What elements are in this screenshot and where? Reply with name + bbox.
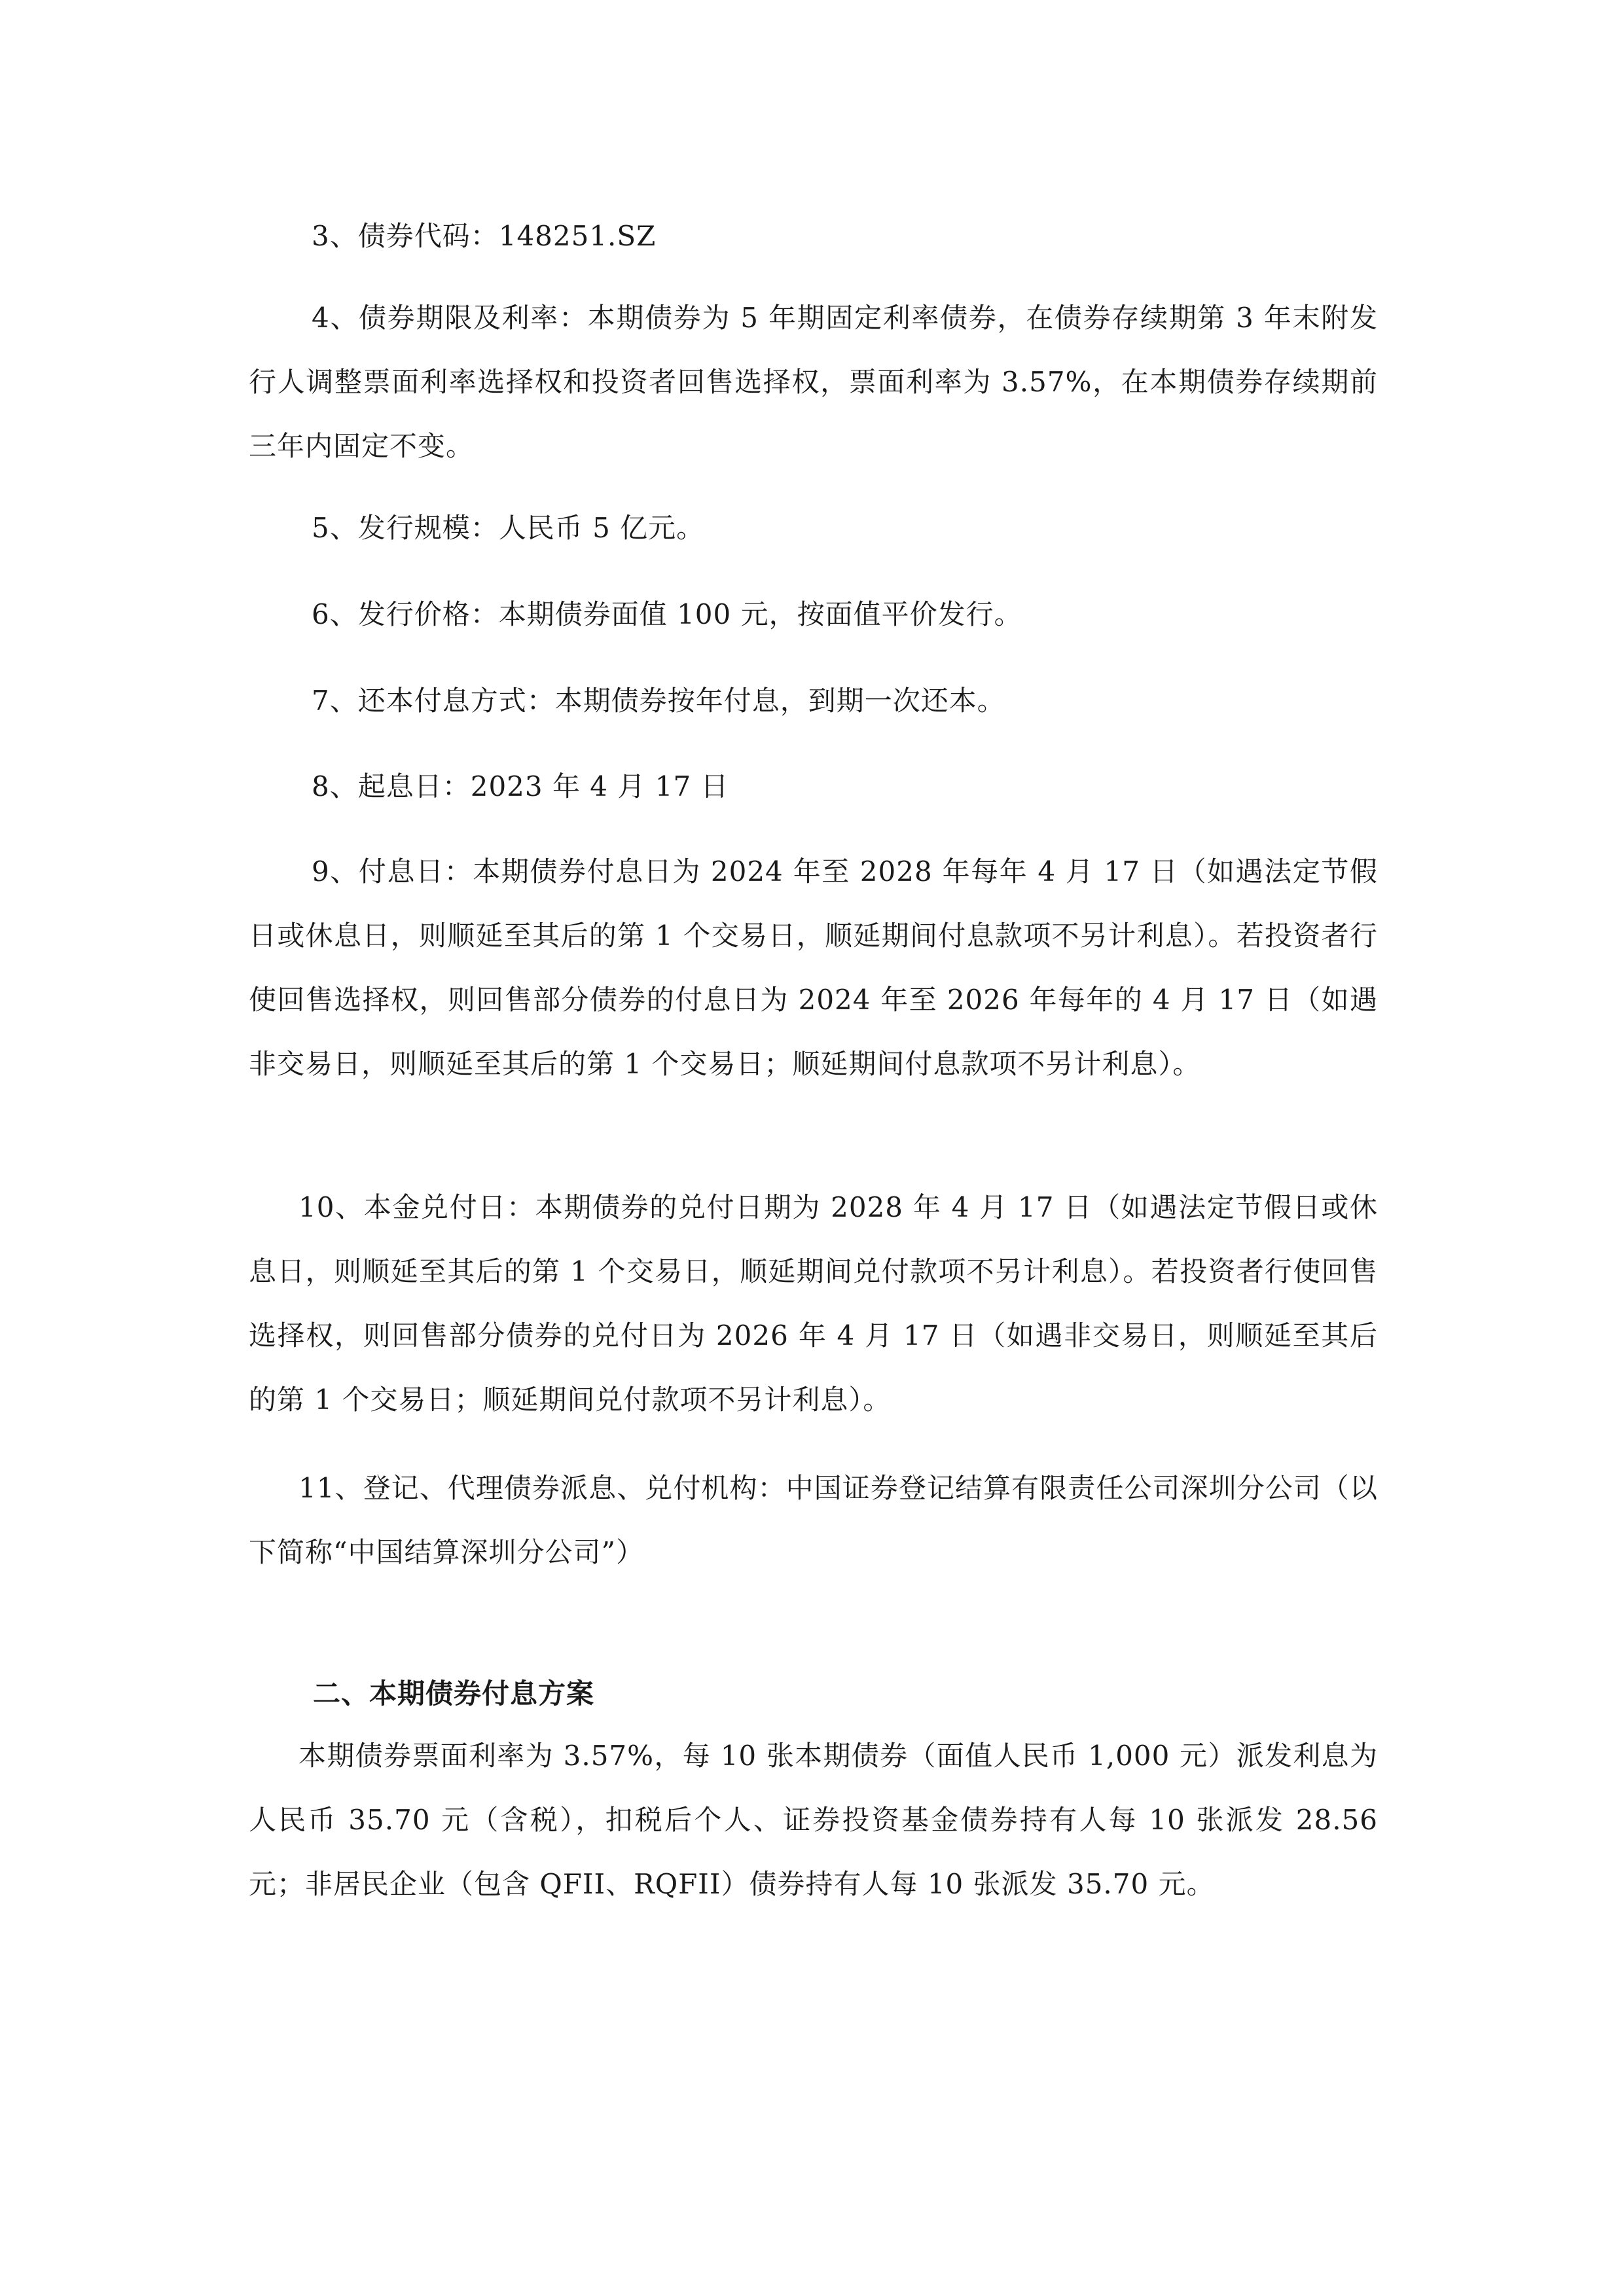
item-principal-redemption-date: 10、本金兑付日：本期债券的兑付日期为 2028 年 4 月 17 日（如遇法定节假日或休息日，则顺延至其后的第 1 个交易日，顺延期间兑付款项不另计利息）。若投资者行使回售选择权，则回售部分债券的兑付日为 2026 年 4 月 17 日（如遇非交易日，则顺延至其后的第 1 个交易日；顺延期间兑付款项不另计利息）。 bbox=[249, 1191, 1378, 1416]
item-interest-payment-date: 9、付息日：本期债券付息日为 2024 年至 2028 年每年 4 月 17 日（如遇法定节假日或休息日，则顺延至其后的第 1 个交易日，顺延期间付息款项不另计利息）。若投资者行使回售选择权，则回售部分债券的付息日为 2024 年至 2026 年每年的 4 月 17 日（如遇非交易日，则顺延至其后的第 1 个交易日；顺延期间付息款项不另计利息）。 bbox=[249, 855, 1378, 1080]
item-repayment-method: 7、还本付息方式：本期债券按年付息，到期一次还本。 bbox=[312, 685, 1005, 717]
section-heading-interest-plan: 二、本期债券付息方案 bbox=[313, 1677, 595, 1710]
item-value-date: 8、起息日：2023 年 4 月 17 日 bbox=[312, 770, 729, 802]
item-issue-price: 6、发行价格：本期债券面值 100 元，按面值平价发行。 bbox=[312, 598, 1022, 630]
item-term-and-rate: 4、债券期限及利率：本期债券为 5 年期固定利率债券，在债券存续期第 3 年末附发行人调整票面利率选择权和投资者回售选择权，票面利率为 3.57%，在本期债券存续期前三年内固定不变。 bbox=[249, 302, 1378, 462]
item-bond-code: 3、债券代码：148251.SZ bbox=[312, 220, 657, 252]
item-registration-agent: 11、登记、代理债券派息、兑付机构：中国证券登记结算有限责任公司深圳分公司（以下简称“中国结算深圳分公司”） bbox=[249, 1472, 1378, 1568]
item-issue-size: 5、发行规模：人民币 5 亿元。 bbox=[312, 512, 705, 544]
interest-plan-body: 本期债券票面利率为 3.57%，每 10 张本期债券（面值人民币 1,000 元）派发利息为人民币 35.70 元（含税），扣税后个人、证券投资基金债券持有人每 10 张派发 28.56 元；非居民企业（包含 QFII、RQFII）债券持有人每 10 张派发 35.70 元。 bbox=[249, 1740, 1378, 1900]
